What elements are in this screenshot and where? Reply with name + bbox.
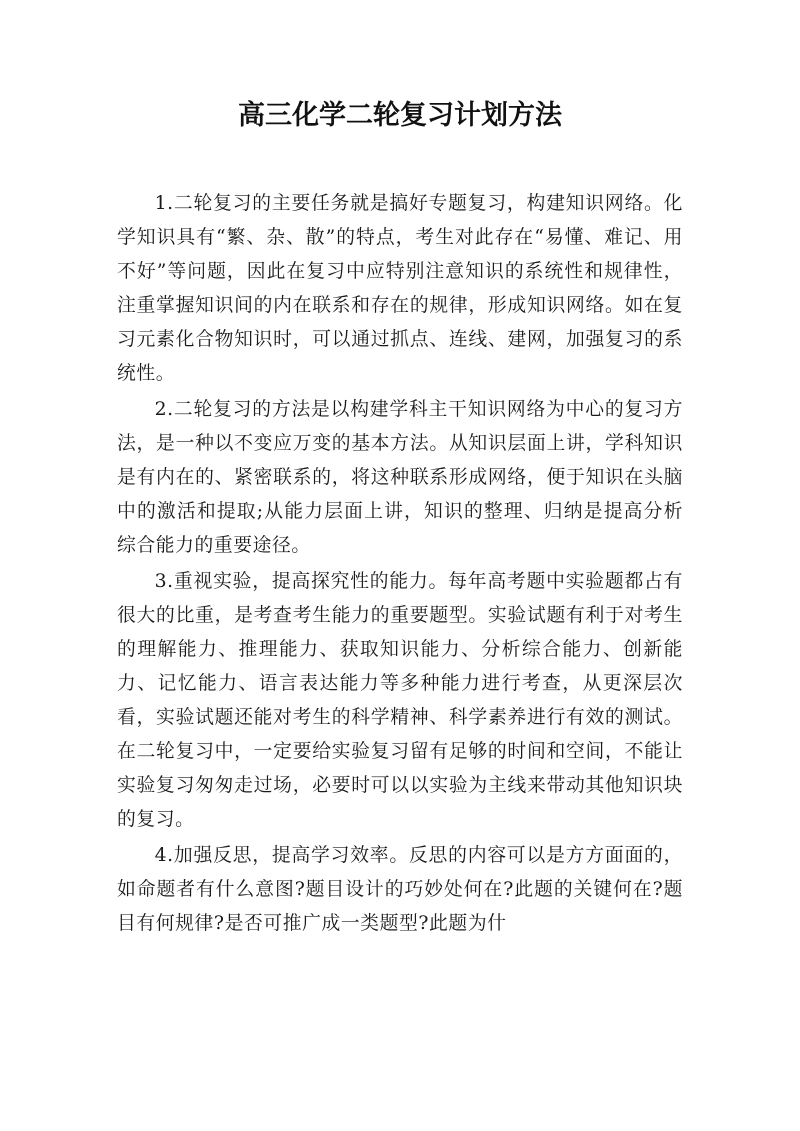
document-body [117,187,683,943]
page-title: 高三化学二轮复习计划方法 [238,100,562,131]
paragraph-3: 3.重视实验，提高探究性的能力。每年高考题中实验题都占有很大的比重，是考查考生能力的重要题型。实验试题有利于对考生的理解能力、推理能力、获取知识能力、分析综合能力、创新能力、记忆能力、语言表达能力等多种能力进行考查，从更深层次看，实验试题还能对考生的科学精神、科学素养进行有效的测试。在二轮复习中，一定要给实验复习留有足够的时间和空间，不能让实验复习匆匆走过场，必要时可以以实验为主线来带动其他知识块的复习。 [117,571,683,830]
paragraph-2: 2.二轮复习的方法是以构建学科主干知识网络为中心的复习方法，是一种以不变应万变的基本方法。从知识层面上讲，学科知识是有内在的、紧密联系的，将这种联系形成网络，便于知识在头脑中的激活和提取;从能力层面上讲，知识的整理、归纳是提高分析综合能力的重要途径。 [117,399,683,556]
paragraph-1: 1.二轮复习的主要任务就是搞好专题复习，构建知识网络。化学知识具有“繁、杂、散”的特点，考生对此存在“易懂、难记、用不好”等问题，因此在复习中应特别注意知识的系统性和规律性，注重掌握知识间的内在联系和存在的规律，形成知识网络。如在复习元素化合物知识时，可以通过抓点、连线、建网，加强复习的系统性。 [117,193,683,384]
paragraph-4: 4.加强反思，提高学习效率。反思的内容可以是方方面面的，如命题者有什么意图?题目设计的巧妙处何在?此题的关键何在?题目有何规律?是否可推广成一类题型?此题为什 [117,845,683,934]
